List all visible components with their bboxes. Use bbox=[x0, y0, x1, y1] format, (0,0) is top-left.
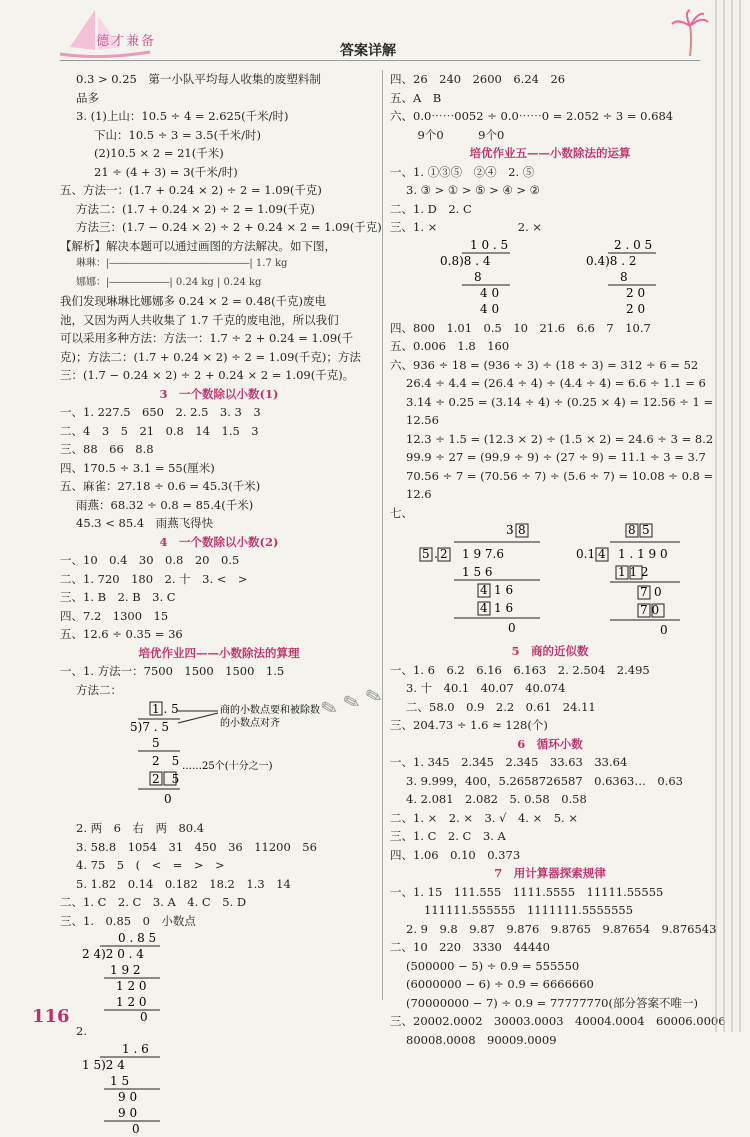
svg-text:0.4)8 . 2: 0.4)8 . 2 bbox=[586, 253, 637, 268]
answer-line: 一、1. 6 6.2 6.16 6.163 2. 2.504 2.495 bbox=[390, 662, 650, 677]
answer-line: 80008.0008 90009.0009 bbox=[406, 1032, 557, 1047]
svg-text:.: . bbox=[434, 547, 438, 561]
svg-text:9 0: 9 0 bbox=[118, 1105, 138, 1120]
page-title: 答案详解 bbox=[340, 43, 396, 59]
answer-line: 五、A B bbox=[390, 90, 442, 105]
answer-line: 五、方法一：(1.7 + 0.24 × 2) ÷ 2 = 1.09(千克) bbox=[60, 183, 322, 197]
svg-text:1 5 6: 1 5 6 bbox=[462, 565, 493, 579]
svg-text:0: 0 bbox=[654, 585, 662, 599]
svg-text:5: 5 bbox=[152, 736, 160, 750]
svg-text:1 5)2 4: 1 5)2 4 bbox=[82, 1057, 125, 1072]
answer-line: 克)；方法二：(1.7 + 0.24 × 2) ÷ 2 = 1.09(千克)；方法 bbox=[60, 349, 361, 364]
page-header bbox=[0, 0, 750, 70]
svg-text:0: 0 bbox=[164, 792, 172, 806]
svg-text:0 . 8 5: 0 . 8 5 bbox=[118, 931, 157, 945]
answer-line: 9个0 9个0 bbox=[406, 127, 505, 142]
division-note-a: 商的小数点要和被除数 bbox=[220, 705, 320, 716]
svg-text:1 0 . 5: 1 0 . 5 bbox=[470, 237, 509, 252]
section-heading: 7 用计算器探索规律 bbox=[494, 866, 606, 880]
answer-line: 一、1. 15 111.555 1111.5555 11111.55555 bbox=[390, 884, 664, 899]
answer-line: 可以采用多种方法：方法一：1.7 ÷ 2 + 0.24 = 1.09(千 bbox=[60, 331, 354, 345]
svg-text:0: 0 bbox=[132, 1121, 140, 1136]
book-title: 德才兼备 bbox=[96, 34, 157, 49]
svg-text:4: 4 bbox=[598, 547, 606, 561]
answer-line: 26.4 ÷ 4.4 = (26.4 ÷ 4) ÷ (4.4 ÷ 4) = 6.6 ÷ 1.1 = 6 bbox=[406, 376, 706, 390]
answer-line: 品多 bbox=[76, 90, 99, 105]
answer-line: 0.3 > 0.25 第一小队平均每人收集的废塑料制 bbox=[76, 72, 321, 86]
answer-line: 2. 两 6 右 两 80.4 bbox=[76, 821, 205, 835]
svg-text:1 2 0: 1 2 0 bbox=[116, 995, 147, 1009]
answer-line: 三：(1.7 − 0.24 × 2) ÷ 2 + 0.24 × 2 = 1.09(千克)。 bbox=[60, 368, 355, 382]
answer-line: 六、936 ÷ 18 = (936 ÷ 3) ÷ (18 ÷ 3) = 312 ÷ 6 = 52 bbox=[390, 357, 699, 372]
svg-text:0: 0 bbox=[660, 623, 668, 637]
svg-text:2 5: 2 5 bbox=[152, 772, 180, 786]
answer-line: 三、1. B 2. B 3. C bbox=[60, 590, 176, 604]
answer-line: (6000000 − 6) ÷ 0.9 = 6666660 bbox=[406, 977, 594, 991]
svg-text:1 . 1 9 0: 1 . 1 9 0 bbox=[618, 547, 668, 561]
answer-line: 琳琳：|――――――――――――――| 1.7 kg bbox=[76, 258, 288, 269]
answer-line: 我们发现琳琳比娜娜多 0.24 × 2 = 0.48(千克)废电 bbox=[60, 294, 327, 308]
svg-text:4: 4 bbox=[480, 583, 488, 597]
svg-text:2 5: 2 5 bbox=[152, 754, 180, 768]
answer-line: 二、1. 720 180 2. 十 3. < > bbox=[60, 571, 248, 586]
answer-line: 四、7.2 1300 15 bbox=[60, 608, 169, 623]
svg-text:1 . 6: 1 . 6 bbox=[122, 1041, 149, 1056]
svg-text:4 0: 4 0 bbox=[480, 301, 500, 316]
answer-line: 四、26 240 2600 6.24 26 bbox=[390, 72, 566, 86]
division-note-b: 的小数点对齐 bbox=[220, 718, 280, 729]
answer-line: 二、1. D 2. C bbox=[390, 201, 472, 216]
answer-line: 21 ÷ (4 + 3) = 3(千米/时) bbox=[94, 164, 238, 179]
answer-line: 二、4 3 5 21 0.8 14 1.5 3 bbox=[60, 423, 259, 438]
answer-line: 3. (1)上山：10.5 ÷ 4 = 2.625(千米/时) bbox=[76, 109, 289, 123]
palm-tree-icon bbox=[670, 8, 710, 58]
svg-text:5)7 . 5: 5)7 . 5 bbox=[130, 720, 170, 734]
answer-line: 下山：10.5 ÷ 3 = 3.5(千米/时) bbox=[94, 127, 261, 142]
answer-line: 方法二： bbox=[76, 682, 122, 697]
answer-line: 方法三：(1.7 − 0.24 × 2) ÷ 2 + 0.24 × 2 = 1.09(千克) bbox=[76, 220, 382, 234]
column-divider bbox=[382, 70, 383, 1000]
answer-line: 45.3 < 85.4 雨燕飞得快 bbox=[76, 516, 214, 530]
answer-line: 一、1. ①③⑤ ②④ 2. ⑤ bbox=[390, 164, 535, 179]
answer-line: 三、20002.0002 30003.0003 40004.0004 60006.0006 bbox=[390, 1014, 726, 1028]
answer-line: 三、1. C 2. C 3. A bbox=[390, 829, 506, 843]
long-division-4 bbox=[390, 237, 710, 319]
header-rule bbox=[60, 60, 700, 61]
answer-line: 2. 9 9.8 9.87 9.876 9.8765 9.87654 9.876543 bbox=[406, 921, 717, 936]
answer-line: (70000000 − 7) ÷ 0.9 = 77777770(部分答案不唯一) bbox=[406, 995, 698, 1010]
svg-text:5: 5 bbox=[422, 547, 430, 561]
answer-line: 四、1.06 0.10 0.373 bbox=[390, 847, 521, 862]
answer-line: (500000 − 5) ÷ 0.9 = 555550 bbox=[406, 958, 580, 973]
answer-line: 70.56 ÷ 7 = (70.56 ÷ 7) ÷ (5.6 ÷ 7) = 10.08 ÷ 0.8 = bbox=[406, 468, 714, 483]
answer-line: 二、1. × 2. × 3. √ 4. × 5. × bbox=[390, 810, 579, 825]
section-heading: 6 循环小数 bbox=[517, 736, 583, 751]
answer-line: 七、 bbox=[390, 505, 413, 520]
answer-line: 一、1. 345 2.345 2.345 33.63 33.64 bbox=[390, 755, 628, 769]
svg-text:9 0: 9 0 bbox=[118, 1089, 138, 1104]
section-heading: 培优作业五——小数除法的运算 bbox=[469, 146, 631, 160]
fill-in-division-puzzles bbox=[390, 522, 710, 642]
svg-text:1 6: 1 6 bbox=[494, 583, 514, 597]
answer-line: 四、800 1.01 0.5 10 21.6 6.6 7 10.7 bbox=[390, 320, 651, 335]
section-heading: 培优作业四——小数除法的算理 bbox=[138, 645, 300, 660]
svg-text:5: 5 bbox=[642, 523, 650, 537]
section-heading: 5 商的近似数 bbox=[511, 644, 589, 658]
svg-text:0.8)8 . 4: 0.8)8 . 4 bbox=[440, 253, 491, 268]
answer-line: 【解析】解决本题可以通过画图的方法解决。如下图， bbox=[60, 238, 336, 253]
svg-text:1 9 2: 1 9 2 bbox=[110, 963, 141, 977]
long-division-2 bbox=[60, 930, 378, 1022]
answer-line: 一、1. 方法一：7500 1500 1500 1.5 bbox=[60, 664, 285, 678]
answer-line: 99.9 ÷ 27 = (99.9 ÷ 9) ÷ (27 ÷ 9) = 11.1 ÷ 3 = 3.7 bbox=[406, 450, 706, 464]
answer-line: 2. bbox=[76, 1024, 87, 1038]
page-number: 116 bbox=[32, 1006, 70, 1027]
section-heading: 3 一个数除以小数(1) bbox=[159, 386, 279, 401]
svg-text:1 . 5: 1 . 5 bbox=[152, 702, 179, 716]
svg-text:4 0: 4 0 bbox=[480, 285, 500, 300]
svg-text:8: 8 bbox=[628, 523, 636, 537]
answer-line: 五、麻雀：27.18 ÷ 0.6 = 45.3(千米) bbox=[60, 479, 261, 493]
answer-line: 六、0.0⋯⋯0052 ÷ 0.0⋯⋯0 = 2.052 ÷ 3 = 0.684 bbox=[390, 109, 674, 123]
answer-line: 三、1. × 2. × bbox=[390, 220, 543, 234]
answer-line: 三、88 66 8.8 bbox=[60, 442, 154, 456]
answer-line: 四、170.5 ÷ 3.1 = 55(厘米) bbox=[60, 460, 215, 475]
page-edge-lines bbox=[710, 0, 750, 1032]
svg-text:1 5: 1 5 bbox=[110, 1073, 130, 1088]
answer-line: 方法二：(1.7 + 0.24 × 2) ÷ 2 = 1.09(千克) bbox=[76, 201, 315, 216]
svg-text:1 2 0: 1 2 0 bbox=[116, 979, 147, 993]
svg-text:7 0: 7 0 bbox=[640, 603, 660, 617]
svg-text:7: 7 bbox=[640, 585, 648, 599]
answer-line: 4. 75 5 ( < = > > bbox=[76, 858, 225, 872]
answer-line: 一、1. 227.5 650 2. 2.5 3. 3 3 bbox=[60, 405, 261, 419]
answer-line: (2)10.5 × 2 = 21(千米) bbox=[94, 146, 224, 160]
svg-text:8: 8 bbox=[518, 523, 526, 537]
answer-line: 4. 2.081 2.082 5. 0.58 0.58 bbox=[406, 792, 587, 806]
svg-text:1 9 7.6: 1 9 7.6 bbox=[462, 547, 504, 561]
division-note-c: ……25个(十分之一) bbox=[182, 761, 273, 772]
right-column bbox=[390, 70, 726, 1049]
answer-line: 12.3 ÷ 1.5 = (12.3 × 2) ÷ (1.5 × 2) = 24.6 ÷ 3 = 8.2 bbox=[406, 431, 714, 446]
long-division-3 bbox=[60, 1041, 378, 1137]
svg-text:1 6: 1 6 bbox=[494, 601, 514, 615]
svg-text:2 . 0 5: 2 . 0 5 bbox=[614, 237, 653, 252]
answer-line: 二、1. C 2. C 3. A 4. C 5. D bbox=[60, 895, 247, 909]
answer-line: 3.14 ÷ 0.25 = (3.14 ÷ 4) ÷ (0.25 × 4) = 12.56 ÷ 1 = bbox=[406, 394, 714, 409]
answer-line: 3. 9.999，400，5.2658726587 0.6363… 0.63 bbox=[406, 773, 683, 788]
answer-line: 12.56 bbox=[406, 413, 439, 427]
answer-line: 雨燕：68.32 ÷ 0.8 = 85.4(千米) bbox=[76, 497, 254, 512]
svg-text:4: 4 bbox=[480, 601, 488, 615]
answer-line: 娜娜：|――――――| 0.24 kg | 0.24 kg bbox=[76, 276, 262, 288]
svg-text:2 4)2 0 . 4: 2 4)2 0 . 4 bbox=[82, 947, 144, 961]
handwritten-stamp: ✎ ✎ ✎ bbox=[317, 682, 386, 722]
answer-line: 池，又因为两人共收集了 1.7 千克的废电池，所以我们 bbox=[60, 312, 339, 327]
answer-line: 3. ③ > ① > ⑤ > ④ > ② bbox=[406, 183, 540, 197]
svg-text:8: 8 bbox=[474, 269, 482, 284]
svg-text:0: 0 bbox=[140, 1010, 148, 1022]
answer-line: 二、58.0 0.9 2.2 0.61 24.11 bbox=[406, 699, 596, 714]
answer-line: 二、10 220 3330 44440 bbox=[390, 940, 550, 954]
svg-text:2 0: 2 0 bbox=[626, 285, 646, 300]
svg-text:2 0: 2 0 bbox=[626, 301, 646, 316]
answer-line: 5. 1.82 0.14 0.182 18.2 1.3 14 bbox=[76, 876, 291, 891]
answer-line: 3. 十 40.1 40.07 40.074 bbox=[406, 681, 566, 695]
answer-line: 五、0.006 1.8 160 bbox=[390, 339, 510, 353]
answer-line: 3. 58.8 1054 31 450 36 11200 56 bbox=[76, 839, 317, 854]
answer-line: 111111.555555 1111111.5555555 bbox=[424, 903, 634, 917]
left-column bbox=[60, 70, 382, 1137]
answer-line: 一、10 0.4 30 0.8 20 0.5 bbox=[60, 553, 240, 567]
svg-text:2: 2 bbox=[440, 547, 448, 561]
answer-line: 三、204.73 ÷ 1.6 ≈ 128(个) bbox=[390, 718, 548, 732]
svg-text:0.1: 0.1 bbox=[576, 547, 596, 561]
answer-line: 12.6 bbox=[406, 487, 432, 501]
answer-line: 五、12.6 ÷ 0.35 = 36 bbox=[60, 627, 183, 641]
svg-text:3: 3 bbox=[506, 523, 514, 537]
svg-text:1 1 2: 1 1 2 bbox=[618, 565, 649, 579]
svg-text:8: 8 bbox=[620, 269, 628, 284]
svg-text:0: 0 bbox=[508, 621, 516, 635]
answer-line: 三、1. 0.85 0 小数点 bbox=[60, 913, 196, 928]
section-heading: 4 一个数除以小数(2) bbox=[159, 534, 279, 549]
